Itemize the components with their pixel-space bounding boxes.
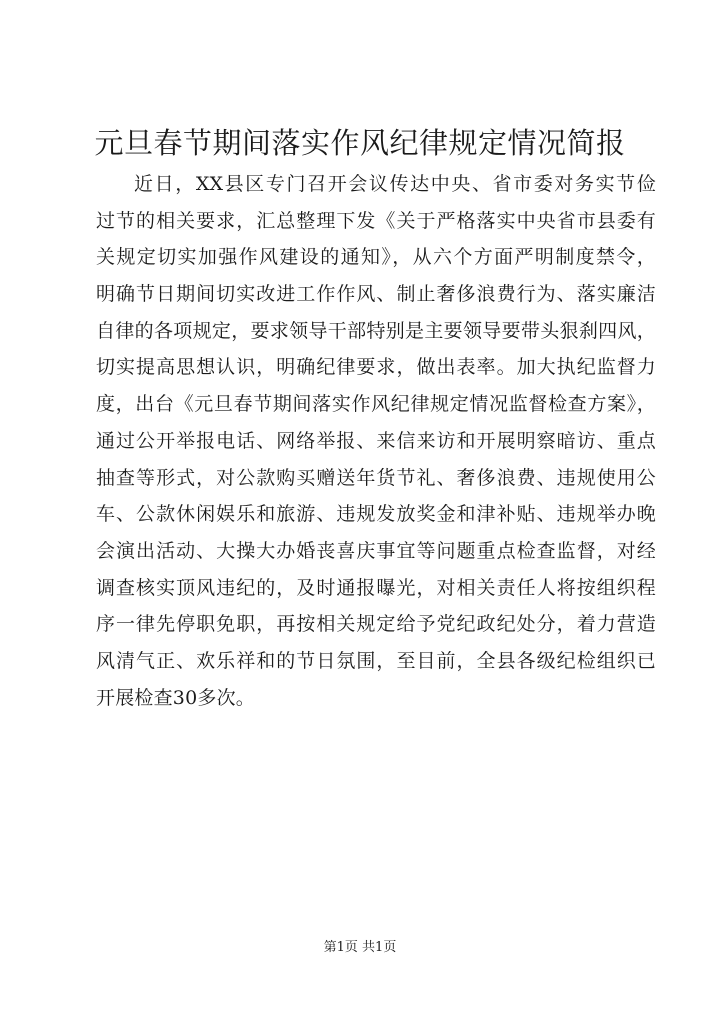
paragraph-line: 序一律先停职免职，再按相关规定给予党纪政纪处分，着力营造 <box>96 613 656 636</box>
paragraph-line: 风清气正、欢乐祥和的节日氛围，至目前，全县各级纪检组织已 <box>96 649 656 672</box>
document-title: 元旦春节期间落实作风纪律规定情况简报 <box>94 126 626 160</box>
paragraph-line: 通过公开举报电话、网络举报、来信来访和开展明察暗访、重点 <box>96 429 656 452</box>
paragraph-line: 明确节日期间切实改进工作作风、制止奢侈浪费行为、落实廉洁 <box>96 283 656 306</box>
paragraph-line: 度，出台《元旦春节期间落实作风纪律规定情况监督检查方案》， <box>96 393 656 416</box>
page-footer: 第1页 共1页 <box>323 940 397 955</box>
paragraph-line: 自律的各项规定，要求领导干部特别是主要领导要带头狠刹四风， <box>96 319 656 342</box>
paragraph-line: 调查核实顶风违纪的，及时通报曝光，对相关责任人将按组织程 <box>96 576 656 599</box>
paragraph-line: 抽查等形式，对公款购买赠送年货节礼、奢侈浪费、违规使用公 <box>96 466 656 489</box>
paragraph-line: 会演出活动、大操大办婚丧喜庆事宜等问题重点检查监督，对经 <box>96 539 656 562</box>
paragraph-line: 切实提高思想认识，明确纪律要求，做出表率。加大执纪监督力 <box>96 356 656 379</box>
paragraph-line: 开展检查30多次。 <box>96 686 255 709</box>
paragraph-line: 过节的相关要求，汇总整理下发《关于严格落实中央省市县委有 <box>96 209 656 232</box>
paragraph-line: 近日，XX县区专门召开会议传达中央、省市委对务实节俭 <box>134 173 656 195</box>
paragraph-line: 关规定切实加强作风建设的通知》，从六个方面严明制度禁令， <box>96 246 656 269</box>
paragraph-line: 车、公款休闲娱乐和旅游、违规发放奖金和津补贴、违规举办晚 <box>96 503 656 526</box>
body-paragraph <box>96 166 656 716</box>
